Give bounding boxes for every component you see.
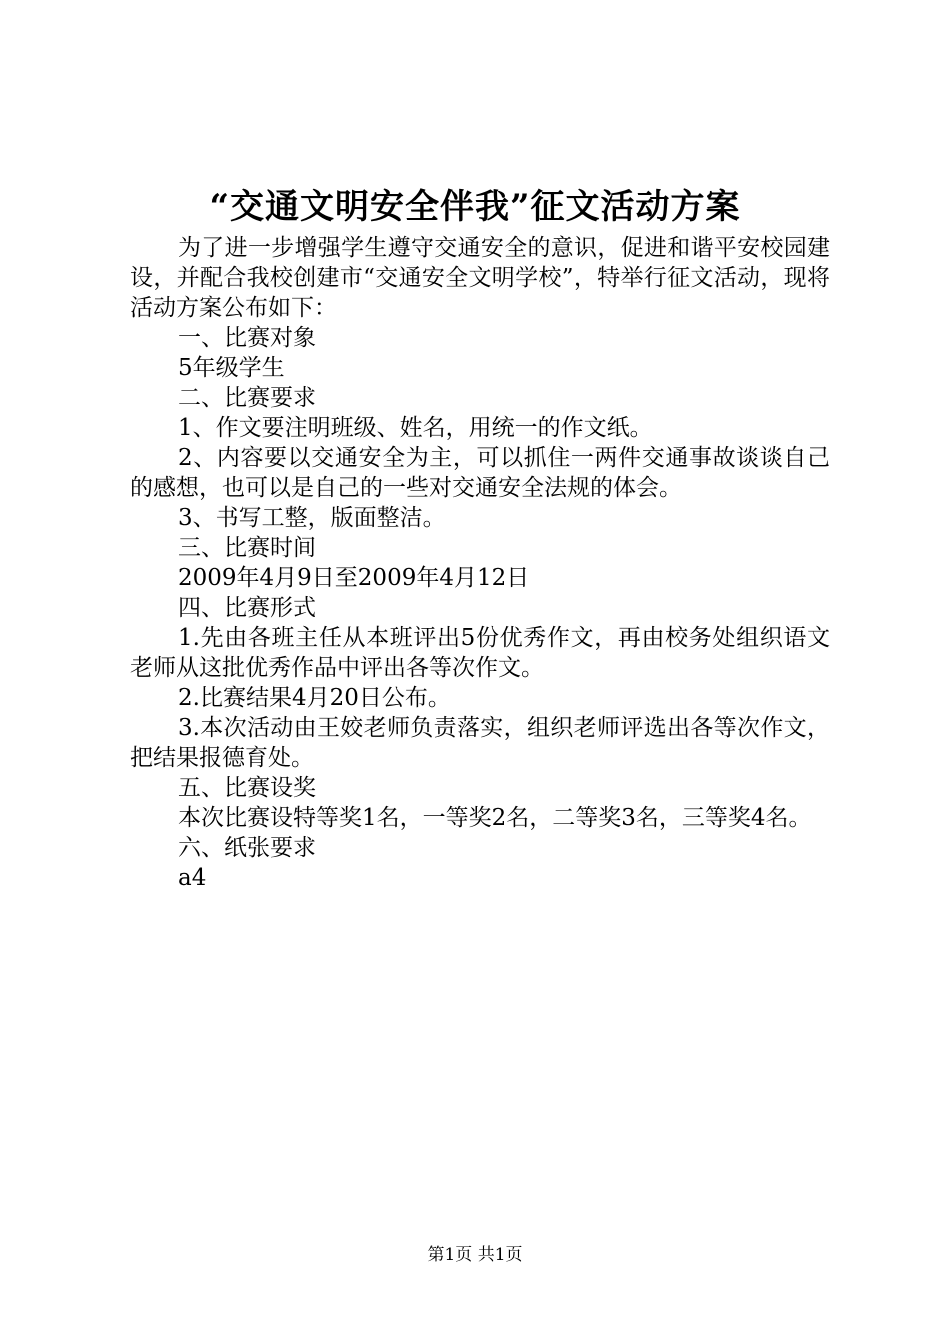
intro-paragraph: 为了进一步增强学生遵守交通安全的意识，促进和谐平安校园建设，并配合我校创建市“交通安全文明学校”，特举行征文活动，现将活动方案公布如下： [130,235,830,321]
section-4-item-2: 2.比赛结果4月20日公布。 [178,685,451,711]
section-5-content: 本次比赛设特等奖1名，一等奖2名，二等奖3名，三等奖4名。 [178,805,812,831]
document-title: “交通文明安全伴我”征文活动方案 [209,187,741,227]
section-2-item-1: 1、作文要注明班级、姓名，用统一的作文纸。 [178,415,653,441]
document-body [130,233,830,893]
section-4-item-1: 1.先由各班主任从本班评出5份优秀作文，再由校务处组织语文老师从这批优秀作品中评出各等次作文。 [130,625,830,681]
page-footer: 第1页 共1页 [427,1245,523,1265]
section-4-heading: 四、比赛形式 [178,595,316,621]
section-5-heading: 五、比赛设奖 [178,775,316,801]
section-2-item-3: 3、书写工整，版面整洁。 [178,505,446,531]
section-1-content: 5年级学生 [178,355,285,381]
section-2-heading: 二、比赛要求 [178,385,316,411]
section-1-heading: 一、比赛对象 [178,325,316,351]
section-2-item-2: 2、内容要以交通安全为主，可以抓住一两件交通事故谈谈自己的感想，也可以是自己的一些对交通安全法规的体会。 [130,445,830,501]
section-3-content: 2009年4月9日至2009年4月12日 [178,565,530,591]
section-6-content: a4 [178,865,207,891]
section-4-item-3: 3.本次活动由王姣老师负责落实，组织老师评选出各等次作文，把结果报德育处。 [130,715,830,771]
section-6-heading: 六、纸张要求 [178,835,316,861]
section-3-heading: 三、比赛时间 [178,535,316,561]
